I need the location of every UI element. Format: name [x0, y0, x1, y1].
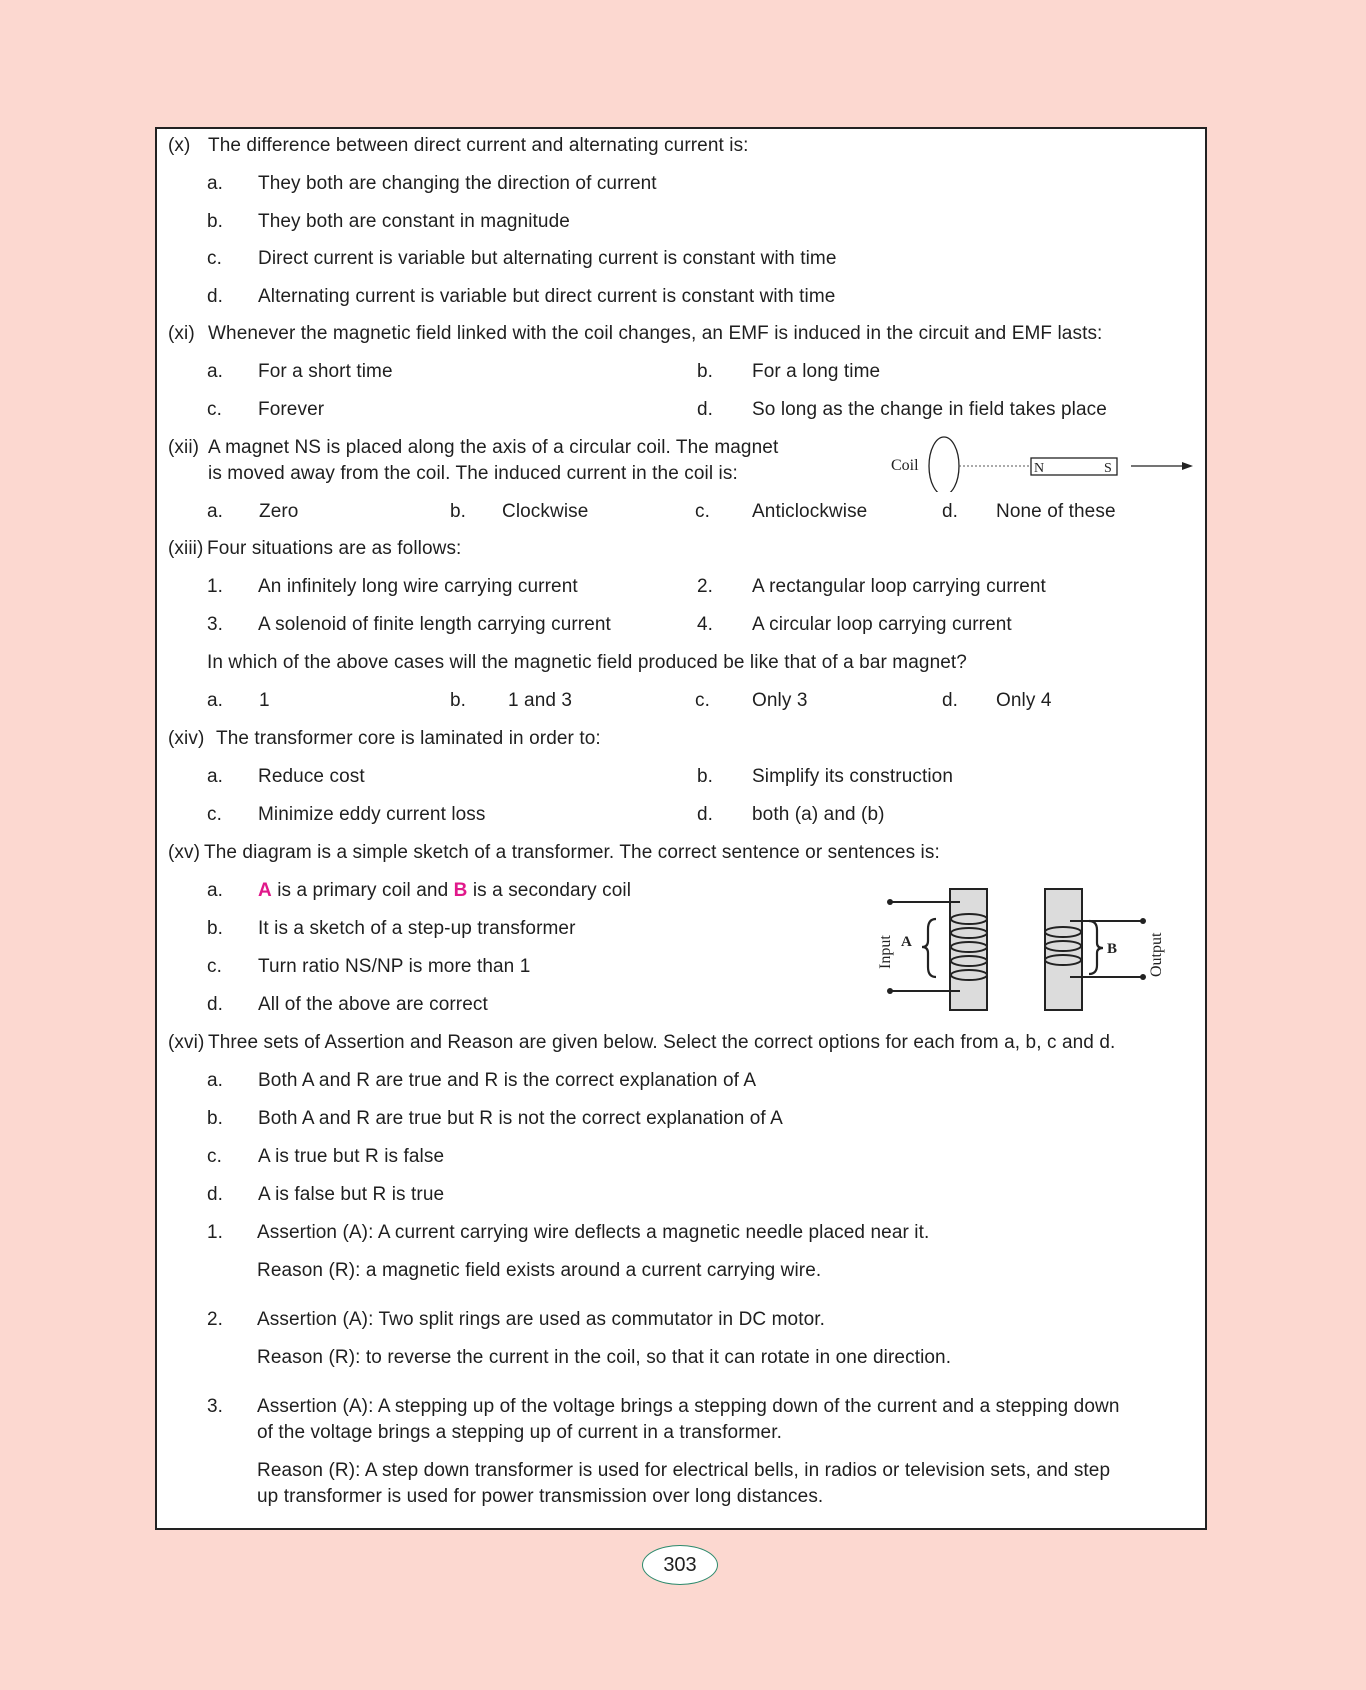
- option-label: d.: [207, 286, 224, 307]
- option-text: Simplify its construction: [752, 766, 954, 787]
- q14-text: The transformer core is laminated in order to:: [216, 728, 601, 749]
- option-label: d.: [697, 399, 714, 420]
- option-label: d.: [942, 501, 959, 522]
- option-label: a.: [207, 766, 224, 787]
- coil-a-brace: [922, 919, 936, 977]
- coil-label: Coil: [891, 457, 919, 474]
- coil-magnet-diagram: [885, 428, 1200, 492]
- motion-arrow-head: [1182, 462, 1193, 470]
- transformer-diagram: [870, 885, 1170, 1015]
- option-label: a.: [207, 1070, 224, 1091]
- option-text: Reduce cost: [258, 766, 365, 787]
- option-label: d.: [207, 994, 224, 1015]
- option-text: None of these: [996, 501, 1116, 522]
- option-text: 1 and 3: [508, 690, 573, 711]
- option-text: Both A and R are true but R is not the correct explanation of A: [258, 1108, 783, 1129]
- option-text: 1: [259, 690, 270, 711]
- option-label: c.: [207, 399, 222, 420]
- input-label: Input: [877, 935, 894, 969]
- q15-text: The diagram is a simple sketch of a transformer. The correct sentence or sentences is:: [204, 842, 940, 863]
- assertion-text: Assertion (A): Two split rings are used as commutator in DC motor.: [257, 1309, 826, 1330]
- q12-text-line2: is moved away from the coil. The induced current in the coil is:: [208, 463, 738, 484]
- option-label: c.: [207, 956, 222, 977]
- option-label: d.: [207, 1184, 224, 1205]
- reason-text-line1: Reason (R): A step down transformer is used for electrical bells, in radios or television sets, and step: [257, 1460, 1111, 1481]
- q10-number: (x): [168, 135, 191, 156]
- option-label: b.: [207, 1108, 224, 1129]
- q11-number: (xi): [168, 323, 195, 344]
- reason-text-line2: up transformer is used for power transmission over long distances.: [257, 1486, 824, 1507]
- option-text: A is true but R is false: [258, 1146, 445, 1167]
- option-label: b.: [207, 918, 224, 939]
- option-label: a.: [207, 173, 224, 194]
- reason-text: Reason (R): to reverse the current in the coil, so that it can rotate in one direction.: [257, 1347, 952, 1368]
- output-label: Output: [1148, 932, 1165, 977]
- assertion-text: Assertion (A): A current carrying wire deflects a magnetic needle placed near it.: [257, 1222, 930, 1243]
- situation-label: 2.: [697, 576, 714, 597]
- q13-number: (xiii): [168, 538, 204, 559]
- option-text: Alternating current is variable but direct current is constant with time: [258, 286, 836, 307]
- option-text: A is a primary coil and B is a secondary coil: [258, 880, 632, 901]
- situation-label: 1.: [207, 576, 224, 597]
- set-label: 2.: [207, 1309, 224, 1330]
- option-label: d.: [942, 690, 959, 711]
- option-label: c.: [207, 804, 222, 825]
- q10-text: The difference between direct current and alternating current is:: [208, 135, 749, 156]
- output-terminal-bottom: [1140, 974, 1146, 980]
- option-text: All of the above are correct: [258, 994, 488, 1015]
- option-label: c.: [207, 248, 222, 269]
- option-label: a.: [207, 690, 224, 711]
- q12-number: (xii): [168, 437, 200, 458]
- q14-number: (xiv): [168, 728, 205, 749]
- option-text: Both A and R are true and R is the correct explanation of A: [258, 1070, 757, 1091]
- option-label: b.: [450, 501, 467, 522]
- option-label: a.: [207, 361, 224, 382]
- situation-text: A solenoid of finite length carrying current: [258, 614, 611, 635]
- option-text: Only 3: [752, 690, 808, 711]
- coil-a-label: A: [901, 934, 912, 950]
- option-label: c.: [695, 501, 710, 522]
- q12-text-line1: A magnet NS is placed along the axis of a circular coil. The magnet: [208, 437, 779, 458]
- option-label: a.: [207, 880, 224, 901]
- option-text: So long as the change in field takes place: [752, 399, 1107, 420]
- reason-text: Reason (R): a magnetic field exists around a current carrying wire.: [257, 1260, 822, 1281]
- set-label: 1.: [207, 1222, 224, 1243]
- option-text: both (a) and (b): [752, 804, 885, 825]
- coil-loop: [929, 437, 959, 492]
- assertion-text-line1: Assertion (A): A stepping up of the voltage brings a stepping down of the current and a stepping down: [257, 1396, 1120, 1417]
- option-text: Minimize eddy current loss: [258, 804, 486, 825]
- option-text: They both are changing the direction of current: [258, 173, 657, 194]
- coil-b-label: B: [1107, 941, 1118, 957]
- assertion-text-line2: of the voltage brings a stepping up of current in a transformer.: [257, 1422, 782, 1443]
- option-text: Turn ratio NS/NP is more than 1: [258, 956, 531, 977]
- magnet-north: N: [1034, 461, 1045, 476]
- option-text: For a long time: [752, 361, 881, 382]
- option-label: b.: [207, 211, 224, 232]
- option-text: They both are constant in magnitude: [258, 211, 570, 232]
- page-number: 303: [642, 1545, 718, 1585]
- option-text: It is a sketch of a step-up transformer: [258, 918, 576, 939]
- option-label: b.: [697, 766, 714, 787]
- input-terminal-top: [887, 899, 893, 905]
- option-label: b.: [450, 690, 467, 711]
- coil-b-highlight: B: [453, 880, 468, 901]
- option-text: For a short time: [258, 361, 393, 382]
- q11-text: Whenever the magnetic field linked with the coil changes, an EMF is induced in the circuit and EMF lasts:: [208, 323, 1103, 344]
- coil-b-brace: [1089, 921, 1103, 974]
- set-label: 3.: [207, 1396, 224, 1417]
- option-text: Forever: [258, 399, 325, 420]
- option-label: c.: [695, 690, 710, 711]
- option-text: Clockwise: [502, 501, 589, 522]
- output-terminal-top: [1140, 918, 1146, 924]
- q16-text: Three sets of Assertion and Reason are given below. Select the correct options for each from a, b, c and d.: [208, 1032, 1116, 1053]
- option-text: Direct current is variable but alternating current is constant with time: [258, 248, 837, 269]
- option-text: Only 4: [996, 690, 1052, 711]
- option-label: b.: [697, 361, 714, 382]
- option-label: d.: [697, 804, 714, 825]
- option-text: A is false but R is true: [258, 1184, 445, 1205]
- option-label: a.: [207, 501, 224, 522]
- situation-text: An infinitely long wire carrying current: [258, 576, 578, 597]
- q13-text: Four situations are as follows:: [207, 538, 462, 559]
- option-text: Zero: [259, 501, 299, 522]
- situation-text: A circular loop carrying current: [752, 614, 1012, 635]
- situation-text: A rectangular loop carrying current: [752, 576, 1046, 597]
- option-label: c.: [207, 1146, 222, 1167]
- q15-number: (xv): [168, 842, 201, 863]
- situation-label: 4.: [697, 614, 714, 635]
- q13-question: In which of the above cases will the magnetic field produced be like that of a bar magnet?: [207, 652, 967, 673]
- magnet-south: S: [1104, 461, 1112, 476]
- q16-number: (xvi): [168, 1032, 205, 1053]
- input-terminal-bottom: [887, 988, 893, 994]
- option-text: Anticlockwise: [752, 501, 868, 522]
- situation-label: 3.: [207, 614, 224, 635]
- coil-a-highlight: A: [258, 880, 272, 901]
